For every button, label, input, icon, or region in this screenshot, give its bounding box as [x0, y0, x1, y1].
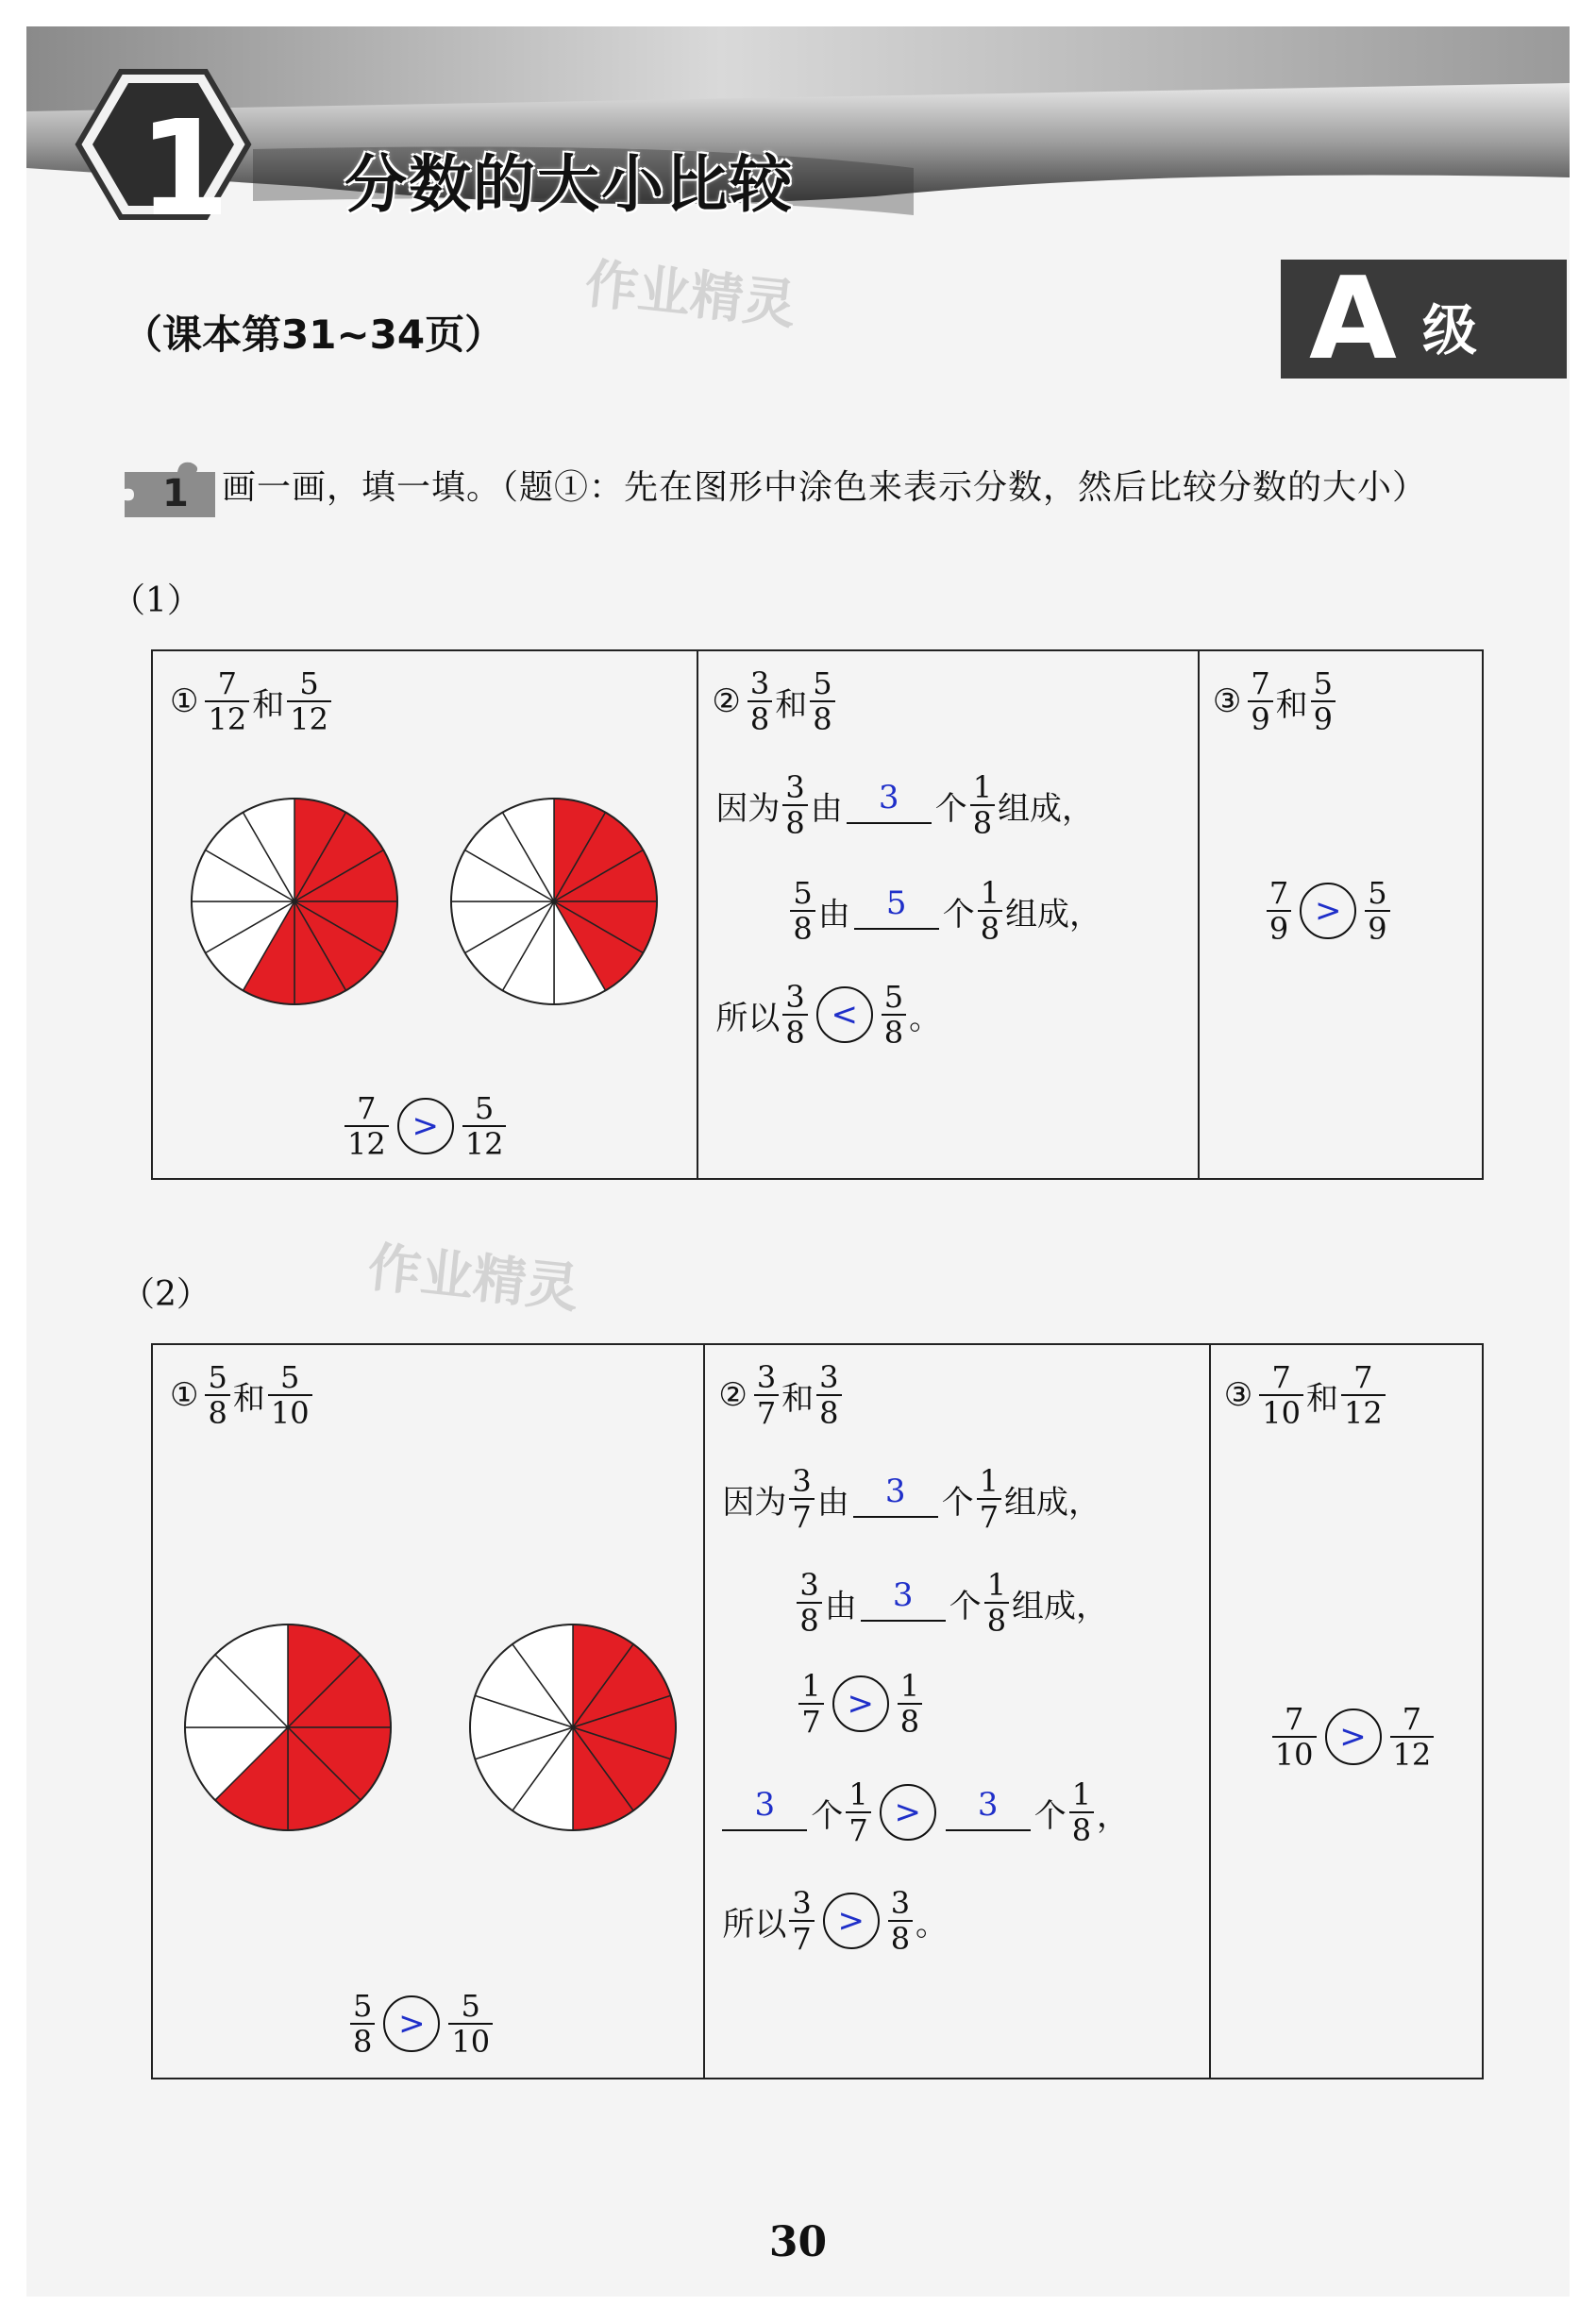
answer-blank[interactable]: 3 [847, 779, 932, 824]
item-mark: ② [718, 1376, 748, 1414]
fraction [287, 665, 331, 737]
denominator: 8 [748, 700, 772, 734]
fraction [888, 1885, 913, 1957]
denominator: 9 [1267, 910, 1291, 944]
fraction [782, 769, 807, 841]
numerator: 3 [819, 1359, 839, 1395]
numerator: 5 [883, 979, 904, 1015]
denominator: 7 [977, 1498, 1001, 1532]
fraction [984, 1567, 1009, 1639]
denominator: 8 [782, 1014, 807, 1048]
so-text: 所以 [715, 999, 781, 1037]
denominator: 10 [268, 1394, 312, 1428]
compose-text: 组成， [1005, 895, 1102, 934]
answer-blank[interactable]: 3 [861, 1576, 946, 1622]
numerator: 5 [813, 665, 832, 701]
denominator: 8 [816, 1394, 841, 1428]
fraction [898, 1668, 922, 1740]
fraction [1267, 875, 1291, 947]
compose-text: 组成， [1012, 1587, 1109, 1625]
denominator: 8 [970, 804, 995, 838]
numerator: 1 [899, 1668, 920, 1704]
fraction [790, 875, 815, 947]
numerator: 5 [353, 1988, 373, 2024]
numerator: 5 [208, 1359, 227, 1395]
answer-comparison-circle[interactable]: > [832, 1675, 889, 1732]
level-letter: A [1309, 254, 1397, 385]
question-number: 1 [162, 472, 189, 515]
numerator: 1 [801, 1668, 821, 1704]
denominator: 7 [789, 1498, 814, 1532]
pie-chart [464, 1614, 681, 1841]
part-label: （2） [121, 1275, 210, 1314]
denominator: 10 [1272, 1736, 1317, 1770]
denominator: 7 [789, 1920, 814, 1954]
denominator: 8 [1069, 1811, 1094, 1845]
fraction [1272, 1701, 1317, 1773]
numerator: 1 [848, 1776, 868, 1812]
fraction [350, 1988, 375, 2060]
fraction [1365, 875, 1389, 947]
fraction [1069, 1776, 1094, 1848]
part1-table [151, 649, 1484, 1180]
fraction [344, 1090, 389, 1162]
fraction [462, 1090, 507, 1162]
pie-chart [179, 1614, 396, 1841]
numerator: 3 [785, 979, 805, 1015]
denominator: 8 [888, 1920, 913, 1954]
fraction [977, 1463, 1001, 1535]
numerator: 1 [980, 875, 1000, 911]
from-text: 由 [824, 1587, 857, 1625]
compose-text: 组成， [1004, 1483, 1101, 1522]
part1-cell-1 [152, 650, 697, 1179]
watermark: 作业精灵 [581, 253, 799, 337]
answer-comparison-circle[interactable]: > [880, 1784, 936, 1841]
answer-blank[interactable]: 5 [854, 884, 939, 930]
fraction [970, 769, 995, 841]
denominator: 10 [448, 2023, 493, 2057]
part2-cell-2 [704, 1344, 1209, 2079]
numerator: 3 [799, 1567, 819, 1603]
watermark: 作业精灵 [364, 1237, 582, 1321]
item-mark: ② [712, 682, 741, 720]
fraction [268, 1359, 312, 1431]
denominator: 12 [344, 1125, 389, 1159]
numerator: 3 [749, 665, 770, 701]
fraction [846, 1776, 870, 1848]
from-text: 由 [810, 789, 843, 828]
part1-cell-2 [697, 650, 1198, 1179]
fraction [748, 665, 772, 737]
denominator: 9 [1311, 700, 1336, 734]
denominator: 8 [797, 1602, 821, 1636]
numerator: 7 [1353, 1359, 1373, 1395]
fraction [882, 979, 906, 1051]
part2-cell-3 [1210, 1344, 1483, 2079]
answer-comparison-circle[interactable]: > [1300, 883, 1356, 939]
fraction [816, 1359, 841, 1431]
numerator: 5 [280, 1359, 300, 1395]
answer-comparison-circle[interactable]: < [816, 986, 873, 1043]
fraction [978, 875, 1002, 947]
numerator: 1 [1071, 1776, 1092, 1812]
comma: ， [1097, 1796, 1130, 1835]
numerator: 7 [1268, 875, 1289, 911]
part-label: （1） [111, 581, 201, 620]
numerator: 3 [785, 769, 805, 805]
denominator: 8 [790, 910, 815, 944]
pie-chart [441, 793, 667, 1010]
numerator: 5 [461, 1988, 480, 2024]
numerator: 5 [299, 665, 319, 701]
fraction [789, 1463, 814, 1535]
fraction [1341, 1359, 1386, 1431]
joiner-text: 和 [232, 1379, 265, 1418]
denominator: 8 [782, 804, 807, 838]
joiner-text: 和 [775, 685, 808, 724]
joiner-text: 和 [1275, 685, 1308, 724]
denominator: 7 [798, 1703, 823, 1737]
fraction [797, 1567, 821, 1639]
item-mark: ③ [1223, 1376, 1253, 1414]
unit-word: 个 [949, 1587, 982, 1625]
denominator: 9 [1365, 910, 1389, 944]
numerator: 5 [474, 1090, 495, 1126]
page-number: 30 [768, 2218, 828, 2266]
item-mark: ① [170, 1376, 199, 1414]
puzzle-piece-icon [121, 459, 219, 519]
numerator: 7 [1271, 1359, 1291, 1395]
from-text: 由 [817, 895, 850, 934]
unit-word: 个 [934, 789, 967, 828]
fraction [205, 665, 249, 737]
denominator: 8 [205, 1394, 229, 1428]
because-text: 因为 [715, 789, 781, 828]
denominator: 12 [1390, 1736, 1435, 1770]
fraction [789, 1885, 814, 1957]
unit-word: 个 [942, 895, 975, 934]
so-text: 所以 [722, 1905, 787, 1944]
denominator: 12 [205, 700, 249, 734]
part2-table [151, 1343, 1484, 2079]
numerator: 5 [1313, 665, 1334, 701]
unit-word: 个 [811, 1796, 844, 1835]
fraction [782, 979, 807, 1051]
denominator: 10 [1259, 1394, 1303, 1428]
fraction [1311, 665, 1336, 737]
joiner-text: 和 [1306, 1379, 1338, 1418]
lesson-title: 分数的大小比较 [344, 148, 794, 221]
numerator: 3 [756, 1359, 777, 1395]
denominator: 8 [810, 700, 834, 734]
lesson-banner [26, 26, 1570, 262]
fraction [1248, 665, 1272, 737]
answer-comparison-circle[interactable]: > [383, 1995, 440, 2052]
item-mark: ③ [1212, 682, 1242, 720]
compose-text: 组成， [998, 789, 1095, 828]
numerator: 7 [1251, 665, 1270, 701]
level-word: 级 [1422, 298, 1478, 362]
numerator: 1 [979, 1463, 1000, 1499]
unit-word: 个 [1033, 1796, 1067, 1835]
period: 。 [916, 1905, 949, 1944]
answer-comparison-circle[interactable]: > [397, 1098, 454, 1154]
denominator: 8 [350, 2023, 375, 2057]
numerator: 3 [792, 1885, 812, 1921]
answer-blank[interactable]: 3 [722, 1786, 807, 1831]
answer-comparison-circle[interactable]: > [823, 1893, 880, 1949]
answer-comparison-circle[interactable]: > [1325, 1709, 1382, 1765]
fraction [1259, 1359, 1303, 1431]
numerator: 5 [793, 875, 813, 911]
lesson-number: 1 [138, 93, 230, 246]
denominator: 8 [978, 910, 1002, 944]
fraction [798, 1668, 823, 1740]
level-badge [1281, 254, 1567, 385]
fraction [448, 1988, 493, 2060]
denominator: 8 [984, 1602, 1009, 1636]
item-mark: ① [170, 682, 199, 720]
because-text: 因为 [722, 1483, 787, 1522]
denominator: 8 [882, 1014, 906, 1048]
denominator: 12 [462, 1125, 507, 1159]
numerator: 1 [986, 1567, 1007, 1603]
numerator: 7 [1402, 1701, 1422, 1737]
denominator: 8 [898, 1703, 922, 1737]
numerator: 5 [1368, 875, 1387, 911]
question-instruction: 画一画，填一填。（题①：先在图形中涂色来表示分数，然后比较分数的大小） [222, 468, 1428, 507]
denominator: 7 [846, 1811, 870, 1845]
part2-cell-1 [152, 1344, 704, 2079]
answer-blank[interactable]: 3 [853, 1473, 938, 1518]
numerator: 3 [792, 1463, 812, 1499]
fraction [1390, 1701, 1435, 1773]
joiner-text: 和 [252, 685, 285, 724]
textbook-pages-reference: （课本第31~34页） [123, 311, 505, 358]
fraction [754, 1359, 779, 1431]
numerator: 7 [217, 665, 238, 701]
numerator: 3 [890, 1885, 911, 1921]
fraction [810, 665, 834, 737]
denominator: 12 [287, 700, 331, 734]
numerator: 7 [357, 1090, 377, 1126]
joiner-text: 和 [781, 1379, 815, 1418]
period: 。 [909, 999, 942, 1037]
part1-cell-3 [1199, 650, 1483, 1179]
pie-chart [181, 793, 408, 1010]
denominator: 9 [1248, 700, 1272, 734]
denominator: 12 [1341, 1394, 1386, 1428]
answer-blank[interactable]: 3 [946, 1786, 1031, 1831]
denominator: 7 [754, 1394, 779, 1428]
fraction [205, 1359, 229, 1431]
unit-word: 个 [941, 1483, 974, 1522]
from-text: 由 [816, 1483, 849, 1522]
numerator: 7 [1284, 1701, 1304, 1737]
numerator: 1 [972, 769, 993, 805]
